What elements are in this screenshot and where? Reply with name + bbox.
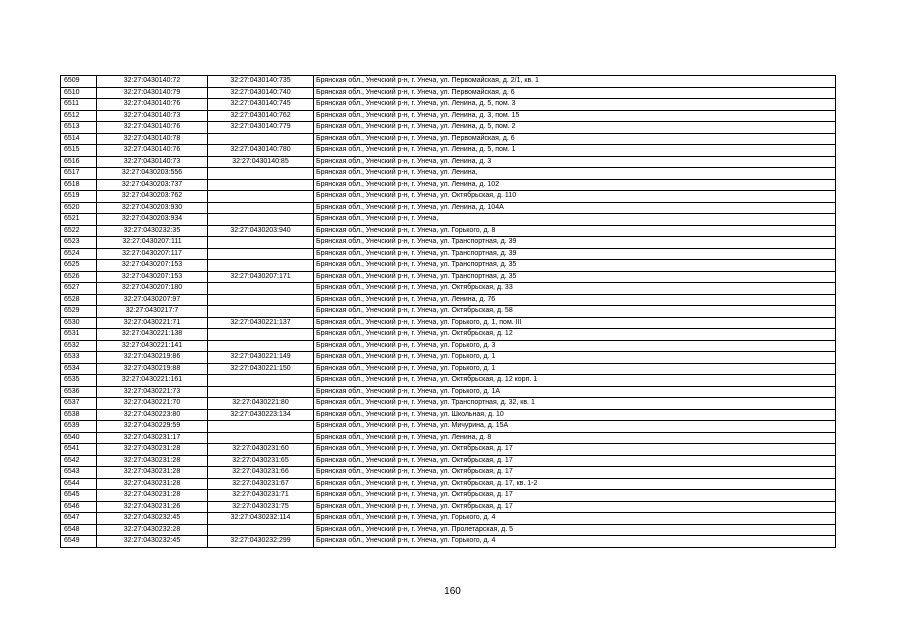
row-number-cell: 6518	[61, 179, 97, 191]
row-number-cell: 6526	[61, 271, 97, 283]
cadastral-number-cell: 32:27:0430140:79	[97, 87, 208, 99]
address-cell: Брянская обл., Унечский р-н, г. Унеча, ул. Октябрьская, д. 33	[314, 283, 836, 295]
address-cell: Брянская обл., Унечский р-н, г. Унеча, ул. Горького, д. 1А	[314, 386, 836, 398]
related-cadastral-number-cell: 32:27:0430207:171	[208, 271, 314, 283]
row-number-cell: 6510	[61, 87, 97, 99]
table-row	[61, 432, 836, 444]
address-cell: Брянская обл., Унечский р-н, г. Унеча, ул. Транспортная, д. 39	[314, 248, 836, 260]
related-cadastral-number-cell	[208, 306, 314, 318]
table-row	[61, 99, 836, 111]
table-row	[61, 283, 836, 295]
address-cell: Брянская обл., Унечский р-н, г. Унеча, ул. Октябрьская, д. 110	[314, 191, 836, 203]
address-cell: Брянская обл., Унечский р-н, г. Унеча, ул. Октябрьская, д. 12	[314, 329, 836, 341]
cadastral-number-cell: 32:27:0430232:28	[97, 524, 208, 536]
table-row	[61, 524, 836, 536]
table-row	[61, 386, 836, 398]
related-cadastral-number-cell	[208, 386, 314, 398]
cadastral-number-cell: 32:27:0430219:88	[97, 363, 208, 375]
row-number-cell: 6532	[61, 340, 97, 352]
related-cadastral-number-cell: 32:27:0430231:75	[208, 501, 314, 513]
cadastral-number-cell: 32:27:0430221:70	[97, 398, 208, 410]
table-row	[61, 271, 836, 283]
related-cadastral-number-cell: 32:27:0430231:67	[208, 478, 314, 490]
cadastral-number-cell: 32:27:0430203:930	[97, 202, 208, 214]
cadastral-number-cell: 32:27:0430207:153	[97, 271, 208, 283]
address-cell: Брянская обл., Унечский р-н, г. Унеча, ул. Ленина, д. 5, пом. 2	[314, 122, 836, 134]
related-cadastral-number-cell: 32:27:0430140:745	[208, 99, 314, 111]
cadastral-number-cell: 32:27:0430140:78	[97, 133, 208, 145]
address-cell: Брянская обл., Унечский р-н, г. Унеча, ул. Ленина, д. 104А	[314, 202, 836, 214]
row-number-cell: 6545	[61, 490, 97, 502]
table-row	[61, 329, 836, 341]
address-cell: Брянская обл., Унечский р-н, г. Унеча, ул. Транспортная, д. 32, кв. 1	[314, 398, 836, 410]
address-cell: Брянская обл., Унечский р-н, г. Унеча,	[314, 214, 836, 226]
table-row	[61, 76, 836, 88]
table-row	[61, 294, 836, 306]
cadastral-number-cell: 32:27:0430203:934	[97, 214, 208, 226]
cadastral-number-cell: 32:27:0430207:111	[97, 237, 208, 249]
row-number-cell: 6528	[61, 294, 97, 306]
related-cadastral-number-cell	[208, 421, 314, 433]
related-cadastral-number-cell: 32:27:0430203:940	[208, 225, 314, 237]
cadastral-number-cell: 32:27:0430207:180	[97, 283, 208, 295]
address-cell: Брянская обл., Унечский р-н, г. Унеча, ул. Октябрьская, д. 17, кв. 1-2	[314, 478, 836, 490]
related-cadastral-number-cell	[208, 202, 314, 214]
cadastral-number-cell: 32:27:0430231:26	[97, 501, 208, 513]
related-cadastral-number-cell: 32:27:0430231:60	[208, 444, 314, 456]
row-number-cell: 6535	[61, 375, 97, 387]
row-number-cell: 6533	[61, 352, 97, 364]
cadastral-number-cell: 32:27:0430232:45	[97, 513, 208, 525]
related-cadastral-number-cell	[208, 329, 314, 341]
related-cadastral-number-cell: 32:27:0430223:134	[208, 409, 314, 421]
table-row	[61, 501, 836, 513]
related-cadastral-number-cell	[208, 214, 314, 226]
row-number-cell: 6544	[61, 478, 97, 490]
address-cell: Брянская обл., Унечский р-н, г. Унеча, ул. Горького, д. 4	[314, 513, 836, 525]
address-cell: Брянская обл., Унечский р-н, г. Унеча, ул. Горького, д. 1, пом. III	[314, 317, 836, 329]
cadastral-number-cell: 32:27:0430217:7	[97, 306, 208, 318]
related-cadastral-number-cell	[208, 294, 314, 306]
table-row	[61, 409, 836, 421]
address-cell: Брянская обл., Унечский р-н, г. Унеча, ул. Горького, д. 8	[314, 225, 836, 237]
cadastral-number-cell: 32:27:0430231:28	[97, 455, 208, 467]
table-row	[61, 467, 836, 479]
address-cell: Брянская обл., Унечский р-н, г. Унеча, ул. Ленина, д. 8	[314, 432, 836, 444]
table-row	[61, 156, 836, 168]
table-row	[61, 202, 836, 214]
address-cell: Брянская обл., Унечский р-н, г. Унеча, ул. Ленина, д. 5, пом. 3	[314, 99, 836, 111]
table-row	[61, 179, 836, 191]
row-number-cell: 6549	[61, 536, 97, 548]
address-cell: Брянская обл., Унечский р-н, г. Унеча, ул. Октябрьская, д. 58	[314, 306, 836, 318]
row-number-cell: 6524	[61, 248, 97, 260]
row-number-cell: 6519	[61, 191, 97, 203]
cadastral-number-cell: 32:27:0430140:76	[97, 99, 208, 111]
related-cadastral-number-cell: 32:27:0430140:85	[208, 156, 314, 168]
row-number-cell: 6513	[61, 122, 97, 134]
address-cell: Брянская обл., Унечский р-н, г. Унеча, ул. Транспортная, д. 35	[314, 260, 836, 272]
row-number-cell: 6537	[61, 398, 97, 410]
cadastral-number-cell: 32:27:0430229:59	[97, 421, 208, 433]
cadastral-number-cell: 32:27:0430221:138	[97, 329, 208, 341]
related-cadastral-number-cell	[208, 375, 314, 387]
cadastral-number-cell: 32:27:0430207:153	[97, 260, 208, 272]
address-cell: Брянская обл., Унечский р-н, г. Унеча, ул. Горького, д. 3	[314, 340, 836, 352]
table-row	[61, 421, 836, 433]
related-cadastral-number-cell: 32:27:0430232:299	[208, 536, 314, 548]
address-cell: Брянская обл., Унечский р-н, г. Унеча, ул. Ленина, д. 102	[314, 179, 836, 191]
table-row	[61, 122, 836, 134]
address-cell: Брянская обл., Унечский р-н, г. Унеча, ул. Горького, д. 1	[314, 352, 836, 364]
cadastral-number-cell: 32:27:0430203:556	[97, 168, 208, 180]
registry-table-body	[61, 76, 836, 548]
cadastral-number-cell: 32:27:0430140:76	[97, 122, 208, 134]
cadastral-number-cell: 32:27:0430221:161	[97, 375, 208, 387]
table-row	[61, 133, 836, 145]
address-cell: Брянская обл., Унечский р-н, г. Унеча, ул. Транспортная, д. 39	[314, 237, 836, 249]
row-number-cell: 6521	[61, 214, 97, 226]
table-row	[61, 214, 836, 226]
cadastral-number-cell: 32:27:0430231:28	[97, 490, 208, 502]
address-cell: Брянская обл., Унечский р-н, г. Унеча, ул. Ленина,	[314, 168, 836, 180]
table-row	[61, 363, 836, 375]
related-cadastral-number-cell: 32:27:0430221:149	[208, 352, 314, 364]
table-row	[61, 340, 836, 352]
cadastral-number-cell: 32:27:0430203:737	[97, 179, 208, 191]
row-number-cell: 6540	[61, 432, 97, 444]
row-number-cell: 6529	[61, 306, 97, 318]
row-number-cell: 6542	[61, 455, 97, 467]
address-cell: Брянская обл., Унечский р-н, г. Унеча, ул. Первомайская, д. 6	[314, 87, 836, 99]
address-cell: Брянская обл., Унечский р-н, г. Унеча, ул. Школьная, д. 10	[314, 409, 836, 421]
row-number-cell: 6511	[61, 99, 97, 111]
related-cadastral-number-cell: 32:27:0430140:780	[208, 145, 314, 157]
row-number-cell: 6509	[61, 76, 97, 88]
row-number-cell: 6515	[61, 145, 97, 157]
row-number-cell: 6522	[61, 225, 97, 237]
related-cadastral-number-cell: 32:27:0430140:779	[208, 122, 314, 134]
related-cadastral-number-cell	[208, 283, 314, 295]
table-row	[61, 490, 836, 502]
cadastral-number-cell: 32:27:0430140:73	[97, 156, 208, 168]
cadastral-number-cell: 32:27:0430231:28	[97, 444, 208, 456]
address-cell: Брянская обл., Унечский р-н, г. Унеча, ул. Мичурина, д. 15А	[314, 421, 836, 433]
row-number-cell: 6523	[61, 237, 97, 249]
cadastral-number-cell: 32:27:0430221:73	[97, 386, 208, 398]
row-number-cell: 6525	[61, 260, 97, 272]
row-number-cell: 6543	[61, 467, 97, 479]
table-row	[61, 87, 836, 99]
cadastral-number-cell: 32:27:0430207:117	[97, 248, 208, 260]
related-cadastral-number-cell: 32:27:0430232:114	[208, 513, 314, 525]
cadastral-number-cell: 32:27:0430207:97	[97, 294, 208, 306]
address-cell: Брянская обл., Унечский р-н, г. Унеча, ул. Ленина, д. 3	[314, 156, 836, 168]
cadastral-number-cell: 32:27:0430231:28	[97, 467, 208, 479]
table-row	[61, 398, 836, 410]
table-row	[61, 375, 836, 387]
address-cell: Брянская обл., Унечский р-н, г. Унеча, ул. Первомайская, д. 2/1, кв. 1	[314, 76, 836, 88]
related-cadastral-number-cell: 32:27:0430231:71	[208, 490, 314, 502]
related-cadastral-number-cell: 32:27:0430221:150	[208, 363, 314, 375]
table-row	[61, 248, 836, 260]
cadastral-number-cell: 32:27:0430232:35	[97, 225, 208, 237]
address-cell: Брянская обл., Унечский р-н, г. Унеча, ул. Октябрьская, д. 17	[314, 455, 836, 467]
table-row	[61, 110, 836, 122]
table-row	[61, 145, 836, 157]
row-number-cell: 6538	[61, 409, 97, 421]
cadastral-number-cell: 32:27:0430140:76	[97, 145, 208, 157]
related-cadastral-number-cell	[208, 237, 314, 249]
cadastral-number-cell: 32:27:0430231:17	[97, 432, 208, 444]
row-number-cell: 6547	[61, 513, 97, 525]
related-cadastral-number-cell: 32:27:0430140:740	[208, 87, 314, 99]
table-row	[61, 306, 836, 318]
row-number-cell: 6539	[61, 421, 97, 433]
related-cadastral-number-cell: 32:27:0430140:762	[208, 110, 314, 122]
related-cadastral-number-cell	[208, 248, 314, 260]
row-number-cell: 6534	[61, 363, 97, 375]
address-cell: Брянская обл., Унечский р-н, г. Унеча, ул. Ленина, д. 5, пом. 1	[314, 145, 836, 157]
address-cell: Брянская обл., Унечский р-н, г. Унеча, ул. Горького, д. 1	[314, 363, 836, 375]
page-number: 160	[444, 586, 461, 597]
table-row	[61, 455, 836, 467]
address-cell: Брянская обл., Унечский р-н, г. Унеча, ул. Октябрьская, д. 17	[314, 444, 836, 456]
related-cadastral-number-cell	[208, 340, 314, 352]
related-cadastral-number-cell	[208, 191, 314, 203]
related-cadastral-number-cell: 32:27:0430140:735	[208, 76, 314, 88]
address-cell: Брянская обл., Унечский р-н, г. Унеча, ул. Октябрьская, д. 17	[314, 467, 836, 479]
cadastral-number-cell: 32:27:0430140:72	[97, 76, 208, 88]
table-row	[61, 225, 836, 237]
address-cell: Брянская обл., Унечский р-н, г. Унеча, ул. Ленина, д. 3, пом. 15	[314, 110, 836, 122]
related-cadastral-number-cell	[208, 168, 314, 180]
table-row	[61, 444, 836, 456]
row-number-cell: 6536	[61, 386, 97, 398]
related-cadastral-number-cell	[208, 432, 314, 444]
cadastral-number-cell: 32:27:0430221:141	[97, 340, 208, 352]
table-row	[61, 168, 836, 180]
row-number-cell: 6541	[61, 444, 97, 456]
table-row	[61, 317, 836, 329]
table-row	[61, 478, 836, 490]
table-row	[61, 260, 836, 272]
row-number-cell: 6512	[61, 110, 97, 122]
related-cadastral-number-cell	[208, 524, 314, 536]
row-number-cell: 6546	[61, 501, 97, 513]
cadastral-number-cell: 32:27:0430140:73	[97, 110, 208, 122]
row-number-cell: 6531	[61, 329, 97, 341]
cadastral-number-cell: 32:27:0430223:80	[97, 409, 208, 421]
registry-table	[60, 75, 836, 548]
related-cadastral-number-cell: 32:27:0430221:137	[208, 317, 314, 329]
address-cell: Брянская обл., Унечский р-н, г. Унеча, ул. Октябрьская, д. 12 корп. 1	[314, 375, 836, 387]
related-cadastral-number-cell: 32:27:0430221:80	[208, 398, 314, 410]
table-row	[61, 237, 836, 249]
row-number-cell: 6516	[61, 156, 97, 168]
related-cadastral-number-cell	[208, 133, 314, 145]
related-cadastral-number-cell	[208, 260, 314, 272]
cadastral-number-cell: 32:27:0430203:762	[97, 191, 208, 203]
address-cell: Брянская обл., Унечский р-н, г. Унеча, ул. Ленина, д. 76	[314, 294, 836, 306]
row-number-cell: 6517	[61, 168, 97, 180]
row-number-cell: 6548	[61, 524, 97, 536]
cadastral-number-cell: 32:27:0430219:86	[97, 352, 208, 364]
table-row	[61, 513, 836, 525]
cadastral-number-cell: 32:27:0430221:71	[97, 317, 208, 329]
row-number-cell: 6520	[61, 202, 97, 214]
address-cell: Брянская обл., Унечский р-н, г. Унеча, ул. Пролетарская, д. 5	[314, 524, 836, 536]
related-cadastral-number-cell: 32:27:0430231:66	[208, 467, 314, 479]
row-number-cell: 6527	[61, 283, 97, 295]
row-number-cell: 6514	[61, 133, 97, 145]
related-cadastral-number-cell	[208, 179, 314, 191]
address-cell: Брянская обл., Унечский р-н, г. Унеча, ул. Горького, д. 4	[314, 536, 836, 548]
address-cell: Брянская обл., Унечский р-н, г. Унеча, ул. Октябрьская, д. 17	[314, 501, 836, 513]
address-cell: Брянская обл., Унечский р-н, г. Унеча, ул. Октябрьская, д. 17	[314, 490, 836, 502]
cadastral-number-cell: 32:27:0430232:45	[97, 536, 208, 548]
cadastral-number-cell: 32:27:0430231:28	[97, 478, 208, 490]
row-number-cell: 6530	[61, 317, 97, 329]
table-row	[61, 191, 836, 203]
table-row	[61, 536, 836, 548]
address-cell: Брянская обл., Унечский р-н, г. Унеча, ул. Первомайская, д. 6	[314, 133, 836, 145]
related-cadastral-number-cell: 32:27:0430231:65	[208, 455, 314, 467]
table-row	[61, 352, 836, 364]
address-cell: Брянская обл., Унечский р-н, г. Унеча, ул. Транспортная, д. 35	[314, 271, 836, 283]
